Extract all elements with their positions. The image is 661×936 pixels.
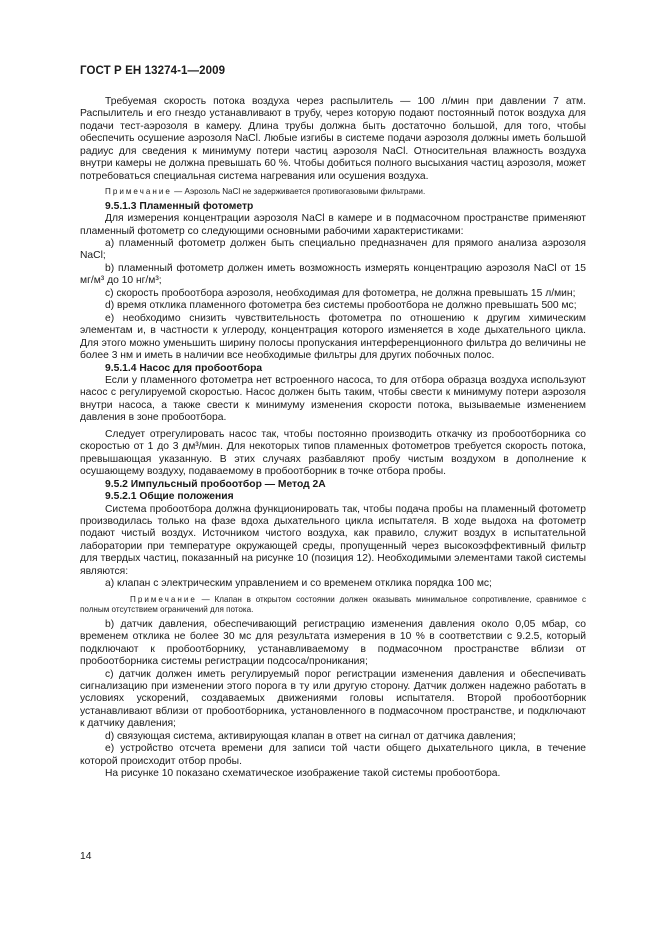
note-label: Примечание	[130, 594, 197, 604]
note-text: — Клапан в открытом состоянии должен оказывать минимальное сопротивление, сравнимое с полным отсутствием ограничений для потока.	[80, 594, 586, 615]
section-heading-9-5-1-3: 9.5.1.3 Пламенный фотометр	[105, 200, 254, 212]
paragraph: Если у пламенного фотометра нет встроенного насоса, то для отбора образца воздуха используют насос с регулируемой скоростью. Насос должен быть таким, чтобы свести к минимуму потери аэрозоля внутри насоса, а также свести к минимуму изменения скорости потока, вызываемые изменением давления в зоне пробоотбора.	[80, 375, 586, 424]
paragraph: Для измерения концентрации аэрозоля NaCl в камере и в подмасочном пространстве применяют пламенный фотометр со следующими основными рабочими характеристиками:	[80, 213, 586, 237]
note-label: Примечание	[105, 187, 172, 197]
list-item: b) датчик давления, обеспечивающий регистрацию изменения давления около 0,05 мбар, со временем отклика не более 30 мс для результата измерения в 10 % в соответствии с 9.2.5, который подключают к пробоотборнику, устанавливаемому в подмасочном пространстве вблизи от пробоотборника системы регистрации подсоса/проникания;	[80, 618, 586, 668]
list-item: a) клапан с электрическим управлением и со временем отклика порядка 100 мс;	[105, 578, 492, 590]
section-heading-9-5-2: 9.5.2 Импульсный пробоотбор — Метод 2А	[105, 478, 326, 490]
note	[80, 187, 586, 198]
page-number: 14	[80, 851, 92, 862]
list-item: e) необходимо снизить чувствительность фотометра по отношению к другим химическим элементам и, в частности к углероду, концентрация которого изменяется в ходе дыхательного цикла. Для этого можно уменьшить ширину полосы пропускания интерференционного фильтра до величины не более 3 нм и иметь в наличии все необходимые фильтры для других побочных полос.	[80, 312, 586, 362]
list-item: c) датчик должен иметь регулируемый порог регистрации изменения давления и обеспечивать сигнализацию при изменении этого порога в ту или другую сторону. Датчик должен надежно работать в условиях ускорений, создаваемых движениями головы испытателя. Второй пробоотборник устанавливают вблизи от пробоотборника, установленного в подмасочном пространстве, и подключают к датчику давления;	[80, 668, 586, 730]
section-heading-9-5-1-4: 9.5.1.4 Насос для пробоотбора	[105, 362, 263, 374]
paragraph: Требуемая скорость потока воздуха через распылитель — 100 л/мин при давлении 7 атм. Распылитель и его гнездо устанавливают в трубу, через которую подают постоянный поток воздуха для подачи тест-аэрозоля в камеру. Длина трубы должна быть достаточно большой, для того, чтобы обеспечить осушение аэрозоля NaCl. Любые изгибы в системе подачи аэрозоля должны иметь большой радиус для сведения к минимуму потери частиц аэрозоля NaCl. Относительная влажность воздуха внутри камеры не должна превышать 60 %. Чтобы добиться полного высыхания частиц аэрозоля, может потребоваться специальная система нагревания или осушения воздуха.	[80, 96, 586, 182]
document-body	[80, 96, 586, 781]
note-text: — Аэрозоль NaCl не задерживается противогазовыми фильтрами.	[174, 187, 426, 197]
list-item: e) устройство отсчета времени для записи той части общего дыхательного цикла, в течение которой происходит отбор пробы.	[80, 743, 586, 767]
list-item: c) скорость пробоотбора аэрозоля, необходимая для фотометра, не должна превышать 15 л/мин;	[105, 287, 576, 299]
list-item: d) связующая система, активирующая клапан в ответ на сигнал от датчика давления;	[105, 730, 516, 742]
section-heading-9-5-2-1: 9.5.2.1 Общие положения	[105, 491, 234, 503]
list-item: b) пламенный фотометр должен иметь возможность измерять концентрацию аэрозоля NaCl от 15 мг/м³ до 10 нг/м³;	[80, 262, 586, 287]
document-header: ГОСТ Р ЕН 13274-1—2009	[80, 65, 226, 77]
list-item: a) пламенный фотометр должен быть специально предназначен для прямого анализа аэрозоля NaCl;	[80, 238, 586, 262]
paragraph: На рисунке 10 показано схематическое изображение такой системы пробоотбора.	[105, 768, 501, 780]
note	[80, 595, 586, 616]
paragraph: Следует отрегулировать насос так, чтобы постоянно производить откачку из пробоотборника со скоростью от 1 до 3 дм³/мин. Для некоторых типов пламенных фотометров требуется скорость потока, превышающая указанную. В этих случаях разбавляют пробу чистым воздухом в дополнение к осушающему воздуху, подаваемому в пробоотборник в точке отбора пробы.	[80, 428, 586, 478]
paragraph: Система пробоотбора должна функционировать так, чтобы подача пробы на пламенный фотометр производилась только на фазе вдоха дыхательного цикла испытателя. В ходе выдоха на фотометр подают чистый воздух. Источником чистого воздуха, как правило, служит воздух в испытательной лаборатории при температуре окружающей среды, пропущенный через высокоэффективный фильтр для твердых частиц, показанный на рисунке 10 (позиция 12). Необходимыми элементами такой системы являются:	[80, 503, 586, 577]
list-item: d) время отклика пламенного фотометра без системы пробоотбора не должно превышать 500 мс;	[105, 300, 577, 312]
